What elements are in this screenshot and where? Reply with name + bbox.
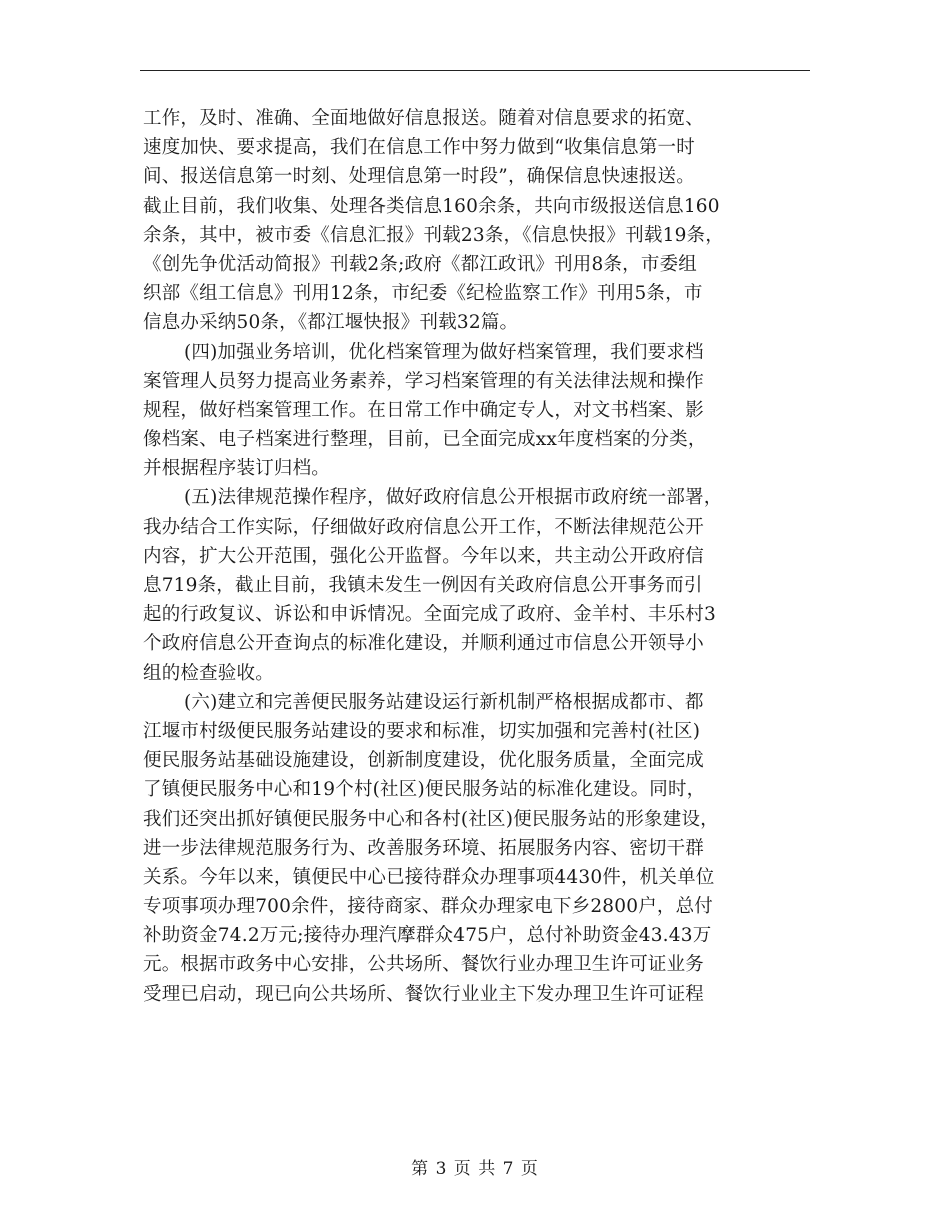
text-line: 元。根据市政务中心安排，公共场所、餐饮行业办理卫生许可证业务 bbox=[143, 954, 705, 976]
header-rule bbox=[140, 70, 810, 71]
body-text bbox=[143, 104, 823, 1009]
text-line: 截止目前，我们收集、处理各类信息160余条，共向市级报送信息160 bbox=[143, 195, 720, 217]
page-footer: 第 3 页 共 7 页 bbox=[411, 1159, 539, 1179]
text-line: 织部《组工信息》刊用12条，市纪委《纪检监察工作》刊用5条，市 bbox=[143, 283, 703, 305]
text-line: 补助资金74.2万元;接待办理汽摩群众475户，总付补助资金43.43万 bbox=[143, 925, 712, 947]
text-line: 息719条，截止目前，我镇未发生一例因有关政府信息公开事务而引 bbox=[143, 575, 703, 596]
text-line: 内容，扩大公开范围，强化公开监督。今年以来，共主动公开政府信 bbox=[143, 545, 705, 567]
text-line: 受理已启动，现已向公共场所、餐饮行业业主下发办理卫生许可证程 bbox=[143, 983, 705, 1005]
text-line: 余条，其中，被市委《信息汇报》刊载23条，《信息快报》刊载19条， bbox=[143, 224, 724, 246]
text-line: 《创先争优活动简报》刊载2条;政府《都江政讯》刊用8条，市委组 bbox=[143, 253, 697, 275]
text-line: 江堰市村级便民服务站建设的要求和标准，切实加强和完善村(社区) bbox=[143, 720, 701, 742]
text-line: 了镇便民服务中心和19个村(社区)便民服务站的标准化建设。同时， bbox=[143, 779, 706, 801]
text-line: 进一步法律规范服务行为、改善服务环境、拓展服务内容、密切干群 bbox=[143, 837, 705, 859]
text-line: 起的行政复议、诉讼和申诉情况。全面完成了政府、金羊村、丰乐村3 bbox=[143, 604, 716, 626]
text-line: 个政府信息公开查询点的标准化建设，并顺利通过市信息公开领导小 bbox=[143, 633, 705, 655]
text-line: 案管理人员努力提高业务素养，学习档案管理的有关法律法规和操作 bbox=[143, 370, 705, 392]
text-line: 并根据程序装订归档。 bbox=[143, 458, 331, 480]
text-line: 便民服务站基础设施建设，创新制度建设，优化服务质量，全面完成 bbox=[143, 750, 705, 772]
paragraph-heading-6: (六)建立和完善便民服务站建设运行新机制严格根据成都市、都 bbox=[184, 691, 704, 713]
text-line: 速度加快、要求提高，我们在信息工作中努力做到“收集信息第一时 bbox=[143, 137, 695, 159]
text-line: 组的检查验收。 bbox=[143, 662, 274, 684]
text-line: 像档案、电子档案进行整理，目前，已全面完成xx年度档案的分类， bbox=[143, 429, 707, 451]
text-line: 我们还突出抓好镇便民服务中心和各村(社区)便民服务站的形象建设， bbox=[143, 808, 719, 830]
text-line: 信息办采纳50条，《都江堰快报》刊载32篇。 bbox=[143, 312, 519, 334]
text-line: 间、报送信息第一时刻、处理信息第一时段”，确保信息快速报送。 bbox=[143, 166, 695, 188]
paragraph-heading-5: (五)法律规范操作程序，做好政府信息公开根据市政府统一部署， bbox=[184, 487, 723, 509]
text-line: 规程，做好档案管理工作。在日常工作中确定专人，对文书档案、影 bbox=[143, 399, 705, 421]
text-line: 我办结合工作实际，仔细做好政府信息公开工作，不断法律规范公开 bbox=[143, 516, 705, 538]
text-line: 工作，及时、准确、全面地做好信息报送。随着对信息要求的拓宽、 bbox=[143, 108, 705, 129]
text-line: 关系。今年以来，镇便民中心已接待群众办理事项4430件，机关单位 bbox=[143, 866, 715, 888]
paragraph-heading-4: (四)加强业务培训，优化档案管理为做好档案管理，我们要求档 bbox=[184, 341, 704, 363]
text-line: 专项事项办理700余件，接待商家、群众办理家电下乡2800户，总付 bbox=[143, 896, 713, 918]
